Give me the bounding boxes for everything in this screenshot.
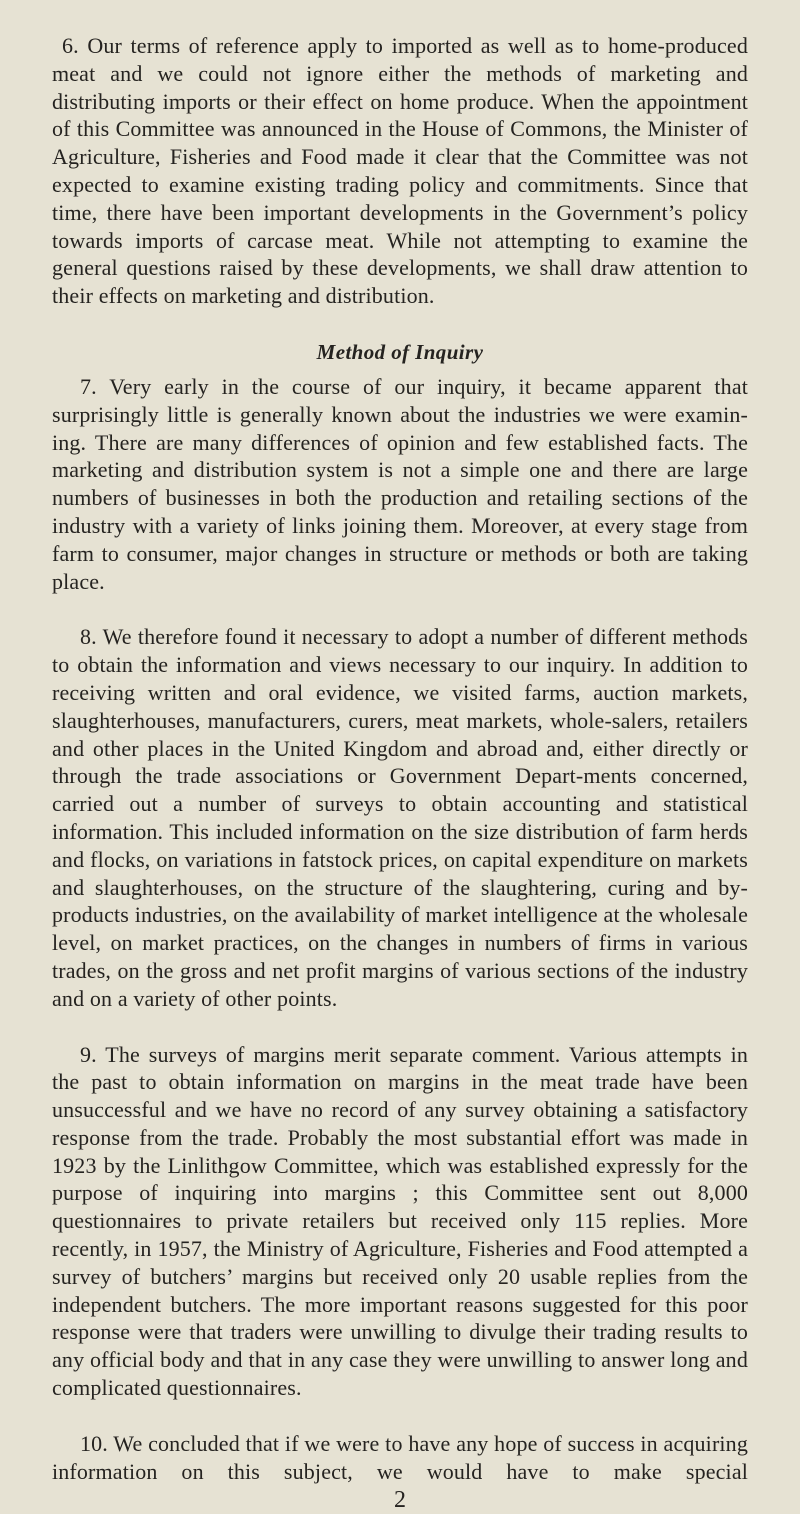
- paragraph-number: 10.: [80, 1430, 108, 1456]
- paragraph-gap: [52, 1402, 748, 1430]
- paragraph-8: [52, 623, 748, 1012]
- paragraph-text: The surveys of margins merit separate comment. Various attempts in the past to obtain information on margins in the meat trade have been unsuccessful and we have no record of any survey obtaining a satisfactory response from the trade. Probably the most substantial effort was made in 1923 by the Linlithgow Committee, which was established expressly for the purpose of inquiring into margins ; this Committee sent out 8,000 questionnaires to private retailers but received only 115 replies. More recently, in 1957, the Ministry of Agriculture, Fisheries and Food attempted a survey of butchers’ margins but received only 20 usable replies from the independent butchers. The more important reasons suggested for this poor response were that traders were unwilling to divulge their trading results to any official body and that in any case they were unwilling to answer long and complicated questionnaires.: [52, 1041, 748, 1401]
- paragraph-gap: [52, 595, 748, 623]
- paragraph-7: [52, 373, 748, 595]
- paragraph-text: We therefore found it necessary to adopt a number of different methods to obtain the information and views necessary to our inquiry. In addition to receiving written and oral evidence, we visited farms, auction markets, slaughterhouses, manufacturers, curers, meat markets, whole-salers, retailers and other places in the United Kingdom and abroad and, either directly or through the trade associations or Government Depart-ments concerned, carried out a number of surveys to obtain accounting and statistical information. This included information on the size distribution of farm herds and flocks, on variations in fatstock prices, on capital expenditure on markets and slaughterhouses, on the structure of the slaughtering, curing and by-products industries, on the availability of market intelligence at the wholesale level, on market practices, on the changes in numbers of firms in various trades, on the gross and net profit margins of various sections of the industry and on a variety of other points.: [52, 624, 748, 1011]
- paragraph-text: Very early in the course of our inquiry, it became apparent that surprisingly little is generally known about the industries we were examin-ing. There are many differences of opinion and few established facts. The marketing and distribution system is not a simple one and there are large numbers of businesses in both the production and retailing sections of the industry with a variety of links joining them. Moreover, at every stage from farm to consumer, major changes in structure or methods or both are taking place.: [52, 373, 748, 594]
- paragraph-text: We concluded that if we were to have any hope of success in acquiring information on this subject, we would have to make special: [52, 1430, 748, 1484]
- paragraph-gap: [52, 1013, 748, 1041]
- page-number: 2: [394, 1487, 406, 1514]
- paragraph-number: 9.: [80, 1041, 97, 1067]
- paragraph-6: [52, 32, 748, 310]
- paragraph-number: 8.: [80, 624, 97, 650]
- paragraph-number: 6.: [62, 33, 79, 58]
- paragraph-text: Our terms of reference apply to imported as well as to home-produced meat and we could not ignore either the methods of marketing and distributing imports or their effect on home produce. When the appointment of this Committee was announced in the House of Commons, the Minister of Agriculture, Fisheries and Food made it clear that the Committee was not expected to examine existing trading policy and commitments. Since that time, there have been important developments in the Government’s policy towards imports of carcase meat. While not attempting to examine the general questions raised by these developments, we shall draw attention to their effects on marketing and distribution.: [52, 33, 748, 309]
- paragraph-number: 7.: [80, 373, 97, 399]
- paragraph-9: [52, 1041, 748, 1402]
- section-heading: Method of Inquiry: [316, 339, 484, 364]
- paragraph-10: [52, 1430, 748, 1486]
